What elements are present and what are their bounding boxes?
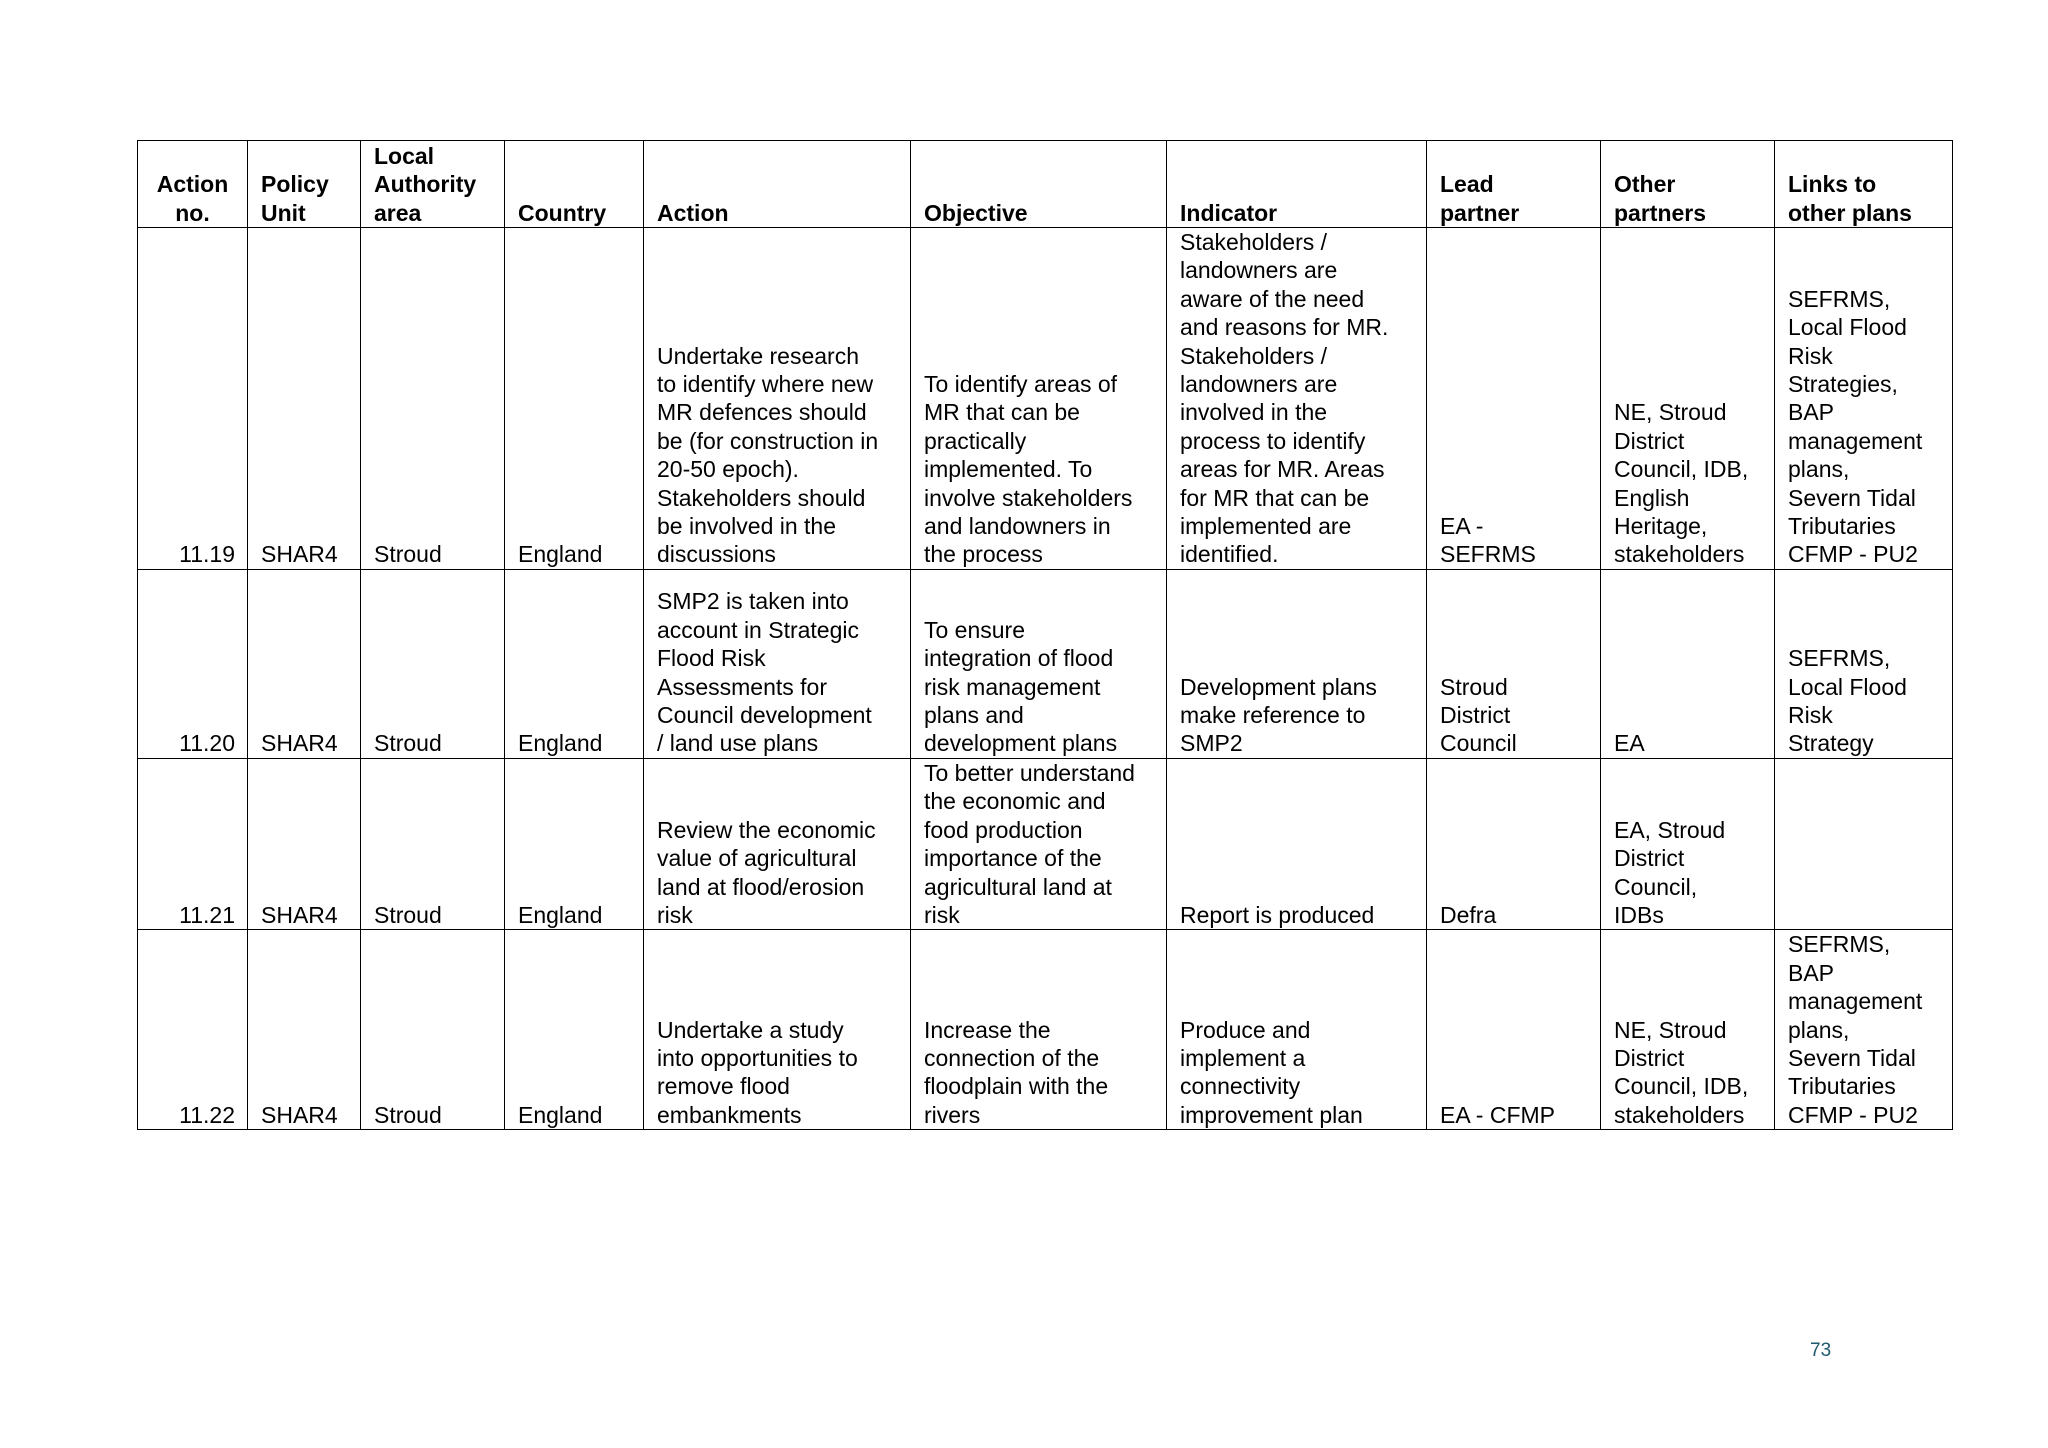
cell-lead-partner: Defra	[1427, 758, 1601, 929]
cell-other-partners: NE, Stroud District Council, IDB, English Heritage, stakeholders	[1601, 228, 1775, 570]
table-header-row	[138, 141, 1953, 228]
cell-other-partners: EA, Stroud District Council, IDBs	[1601, 758, 1775, 929]
cell-action: Undertake research to identify where new MR defences should be (for construction in 20-50 epoch). Stakeholders should be involved in the discussions	[644, 228, 911, 570]
cell-objective: To identify areas of MR that can be practically implemented. To involve stakeholders and landowners in the process	[911, 228, 1167, 570]
cell-other-partners: NE, Stroud District Council, IDB, stakeholders	[1601, 930, 1775, 1130]
table-row	[138, 758, 1953, 929]
header-links-to-other-plans: Links to other plans	[1775, 141, 1953, 228]
header-local-authority-area: Local Authority area	[361, 141, 505, 228]
cell-other-partners: EA	[1601, 569, 1775, 758]
cell-action-no: 11.19	[138, 228, 248, 570]
cell-links-to-other-plans	[1775, 758, 1953, 929]
cell-objective: To ensure integration of flood risk management plans and development plans	[911, 569, 1167, 758]
cell-local-authority-area: Stroud	[361, 930, 505, 1130]
cell-country: England	[505, 569, 644, 758]
header-policy-unit: Policy Unit	[248, 141, 361, 228]
table-row	[138, 228, 1953, 570]
cell-local-authority-area: Stroud	[361, 228, 505, 570]
cell-lead-partner: Stroud District Council	[1427, 569, 1601, 758]
cell-country: England	[505, 758, 644, 929]
cell-action-no: 11.20	[138, 569, 248, 758]
header-country: Country	[505, 141, 644, 228]
cell-links-to-other-plans: SEFRMS, Local Flood Risk Strategy	[1775, 569, 1953, 758]
cell-lead-partner: EA - SEFRMS	[1427, 228, 1601, 570]
header-objective: Objective	[911, 141, 1167, 228]
cell-country: England	[505, 228, 644, 570]
cell-indicator: Produce and implement a connectivity improvement plan	[1167, 930, 1427, 1130]
cell-links-to-other-plans: SEFRMS, BAP management plans, Severn Tidal Tributaries CFMP - PU2	[1775, 930, 1953, 1130]
header-other-partners: Other partners	[1601, 141, 1775, 228]
action-plan-table	[137, 140, 1953, 1130]
cell-objective: Increase the connection of the floodplain with the rivers	[911, 930, 1167, 1130]
cell-indicator: Stakeholders / landowners are aware of the need and reasons for MR. Stakeholders / landowners are involved in the process to identify areas for MR. Areas for MR that can be implemented are identified.	[1167, 228, 1427, 570]
cell-action: Review the economic value of agricultural land at flood/erosion risk	[644, 758, 911, 929]
cell-policy-unit: SHAR4	[248, 228, 361, 570]
page-number: 73	[1810, 1340, 1832, 1361]
cell-policy-unit: SHAR4	[248, 569, 361, 758]
table-row	[138, 569, 1953, 758]
cell-local-authority-area: Stroud	[361, 569, 505, 758]
cell-action-no: 11.21	[138, 758, 248, 929]
cell-policy-unit: SHAR4	[248, 758, 361, 929]
cell-action: SMP2 is taken into account in Strategic Flood Risk Assessments for Council development / land use plans	[644, 569, 911, 758]
header-action: Action	[644, 141, 911, 228]
header-indicator: Indicator	[1167, 141, 1427, 228]
cell-indicator: Development plans make reference to SMP2	[1167, 569, 1427, 758]
cell-local-authority-area: Stroud	[361, 758, 505, 929]
cell-country: England	[505, 930, 644, 1130]
cell-indicator: Report is produced	[1167, 758, 1427, 929]
table-row	[138, 930, 1953, 1130]
cell-lead-partner: EA - CFMP	[1427, 930, 1601, 1130]
header-action-no: Action no.	[138, 141, 248, 228]
cell-action-no: 11.22	[138, 930, 248, 1130]
cell-links-to-other-plans: SEFRMS, Local Flood Risk Strategies, BAP management plans, Severn Tidal Tributaries CFMP - PU2	[1775, 228, 1953, 570]
cell-objective: To better understand the economic and food production importance of the agricultural land at risk	[911, 758, 1167, 929]
header-lead-partner: Lead partner	[1427, 141, 1601, 228]
cell-policy-unit: SHAR4	[248, 930, 361, 1130]
cell-action: Undertake a study into opportunities to remove flood embankments	[644, 930, 911, 1130]
